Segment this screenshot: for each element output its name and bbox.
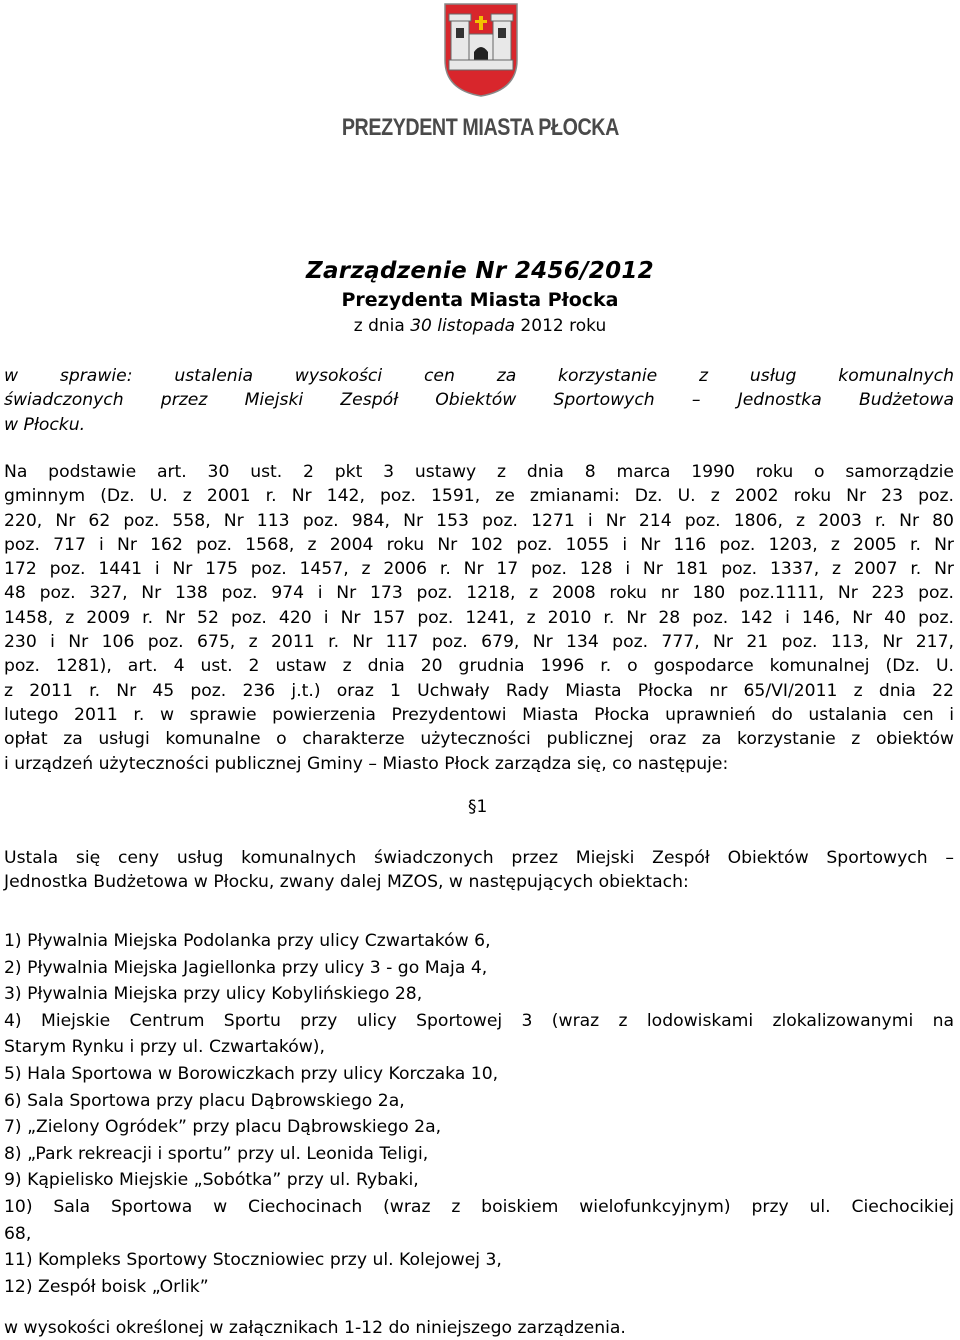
crest-icon [441,2,521,98]
list-item-text: 5) Hala Sportowa w Borowiczkach przy ulicy Korczaka 10, [4,1063,499,1084]
paragraph-line: opłat za usługi komunalne o charakterze użyteczności publicznej oraz za korzystanie z obiektów [4,729,954,750]
paragraph-line: świadczonych przez Miejski Zespół Obiektów Sportowych – Jednostka Budżetowa [4,390,954,411]
document-date: z dnia 30 listopada 2012 roku [353,316,607,336]
section-heading: §1 [468,797,488,817]
paragraph-line: 230 i Nr 106 poz. 675, z 2011 r. Nr 117 poz. 679, Nr 134 poz. 777, Nr 21 poz. 113, Nr 217, [4,632,954,653]
paragraph-line: 48 poz. 327, Nr 138 poz. 974 i Nr 173 poz. 1218, z 2008 roku nr 180 poz.1111, Nr 223 poz. [4,583,954,604]
list-item [4,1114,954,1141]
paragraph-line: Na podstawie art. 30 ust. 2 pkt 3 ustawy z dnia 8 marca 1990 roku o samorządzie [4,462,954,482]
paragraph-line: w Płocku. [4,414,86,435]
list-item-continuation: 68, [4,1223,32,1244]
facilities-list [4,928,954,1300]
list-item [4,1141,954,1168]
list-item-text: 10) Sala Sportowa w Ciechocinach (wraz z boiskiem wielofunkcyjnym) przy ul. Ciechocikiej [4,1196,954,1217]
paragraph-line: 172 poz. 1441 i Nr 175 poz. 1457, z 2006 r. Nr 17 poz. 128 i Nr 181 poz. 1337, z 2007 r. Nr [4,559,954,580]
paragraph-line: Jednostka Budżetowa w Płocku, zwany dalej MZOS, w następujących obiektach: [4,872,689,893]
list-item [4,1194,954,1247]
list-item-text: 2) Pływalnia Miejska Jagiellonka przy ulicy 3 - go Maja 4, [4,957,488,978]
legal-basis-paragraph [4,460,954,776]
list-item-text: 12) Zespół boisk „Orlik” [4,1276,209,1297]
document-title: Zarządzenie Nr 2456/2012 [306,258,654,284]
paragraph-line: poz. 717 i Nr 162 poz. 1568, z 2004 roku Nr 102 poz. 1055 i Nr 116 poz. 1203, z 2005 r. Nr [4,534,954,555]
paragraph-line: gminnym (Dz. U. z 2001 r. Nr 142, poz. 1591, ze zmianami: Dz. U. z 2002 roku Nr 23 poz. [4,486,954,507]
list-item-text: 11) Kompleks Sportowy Stoczniowiec przy ul. Kolejowej 3, [4,1250,502,1271]
section-symbol: § [468,797,477,817]
list-item-continuation: Starym Rynku i przy ul. Czwartaków), [4,1037,325,1058]
document-subtitle: Prezydenta Miasta Płocka [341,289,619,311]
paragraph-line: Ustala się ceny usług komunalnych świadczonych przez Miejski Zespół Obiektów Sportowych – [4,848,954,868]
paragraph-line: poz. 1281), art. 4 ust. 2 ustaw z dnia 20 grudnia 1996 r. o gospodarce komunalnej (Dz. U. [4,656,954,677]
list-item-text: 1) Pływalnia Miejska Podolanka przy ulicy Czwartaków 6, [4,931,491,951]
list-item [4,1274,954,1301]
list-item [4,955,954,982]
list-item-text: 3) Pływalnia Miejska przy ulicy Kobylińskiego 28, [4,984,423,1005]
subject-paragraph [4,364,954,437]
list-item [4,1247,954,1274]
organization-name: PREZYDENT MIASTA PŁOCKA [341,114,619,141]
list-item [4,1061,954,1088]
intro-paragraph [4,846,954,895]
paragraph-line: lutego 2011 r. w sprawie powierzenia Prezydentowi Miasta Płocka uprawnień do ustalania cen i [4,704,954,725]
list-item-text: 7) „Zielony Ogródek” przy placu Dąbrowskiego 2a, [4,1117,442,1138]
paragraph-line: w sprawie: ustalenia wysokości cen za korzystanie z usług komunalnych [4,366,954,386]
list-item-text: 8) „Park rekreacji i sportu” przy ul. Leonida Teligi, [4,1143,429,1164]
paragraph-line: 220, Nr 62 poz. 558, Nr 113 poz. 984, Nr 153 poz. 1271 i Nr 214 poz. 1806, z 2003 r. Nr 80 [4,510,954,531]
list-item-text: 6) Sala Sportowa przy placu Dąbrowskiego 2a, [4,1090,405,1111]
list-item [4,928,954,955]
list-item [4,981,954,1008]
paragraph-line: z 2011 r. Nr 45 poz. 236 j.t.) oraz 1 Uchwały Rady Miasta Płocka nr 65/VI/2011 z dnia 22 [4,680,954,701]
list-item-text: 4) Miejskie Centrum Sportu przy ulicy Sportowej 3 (wraz z lodowiskami zlokalizowanymi na [4,1010,954,1031]
list-item [4,1088,954,1115]
paragraph-line: i urządzeń użyteczności publicznej Gminy – Miasto Płock zarządza się, co następuje: [4,753,729,774]
list-item [4,1008,954,1061]
closing-text: w wysokości określonej w załącznikach 1-12 do niniejszego zarządzenia. [4,1318,626,1338]
list-item [4,1167,954,1194]
paragraph-line: 1458, z 2009 r. Nr 52 poz. 420 i Nr 157 poz. 1241, z 2010 r. Nr 28 poz. 142 i 146, Nr 40 poz. [4,607,954,628]
list-item-text: 9) Kąpielisko Miejskie „Sobótka” przy ul. Rybaki, [4,1170,419,1191]
